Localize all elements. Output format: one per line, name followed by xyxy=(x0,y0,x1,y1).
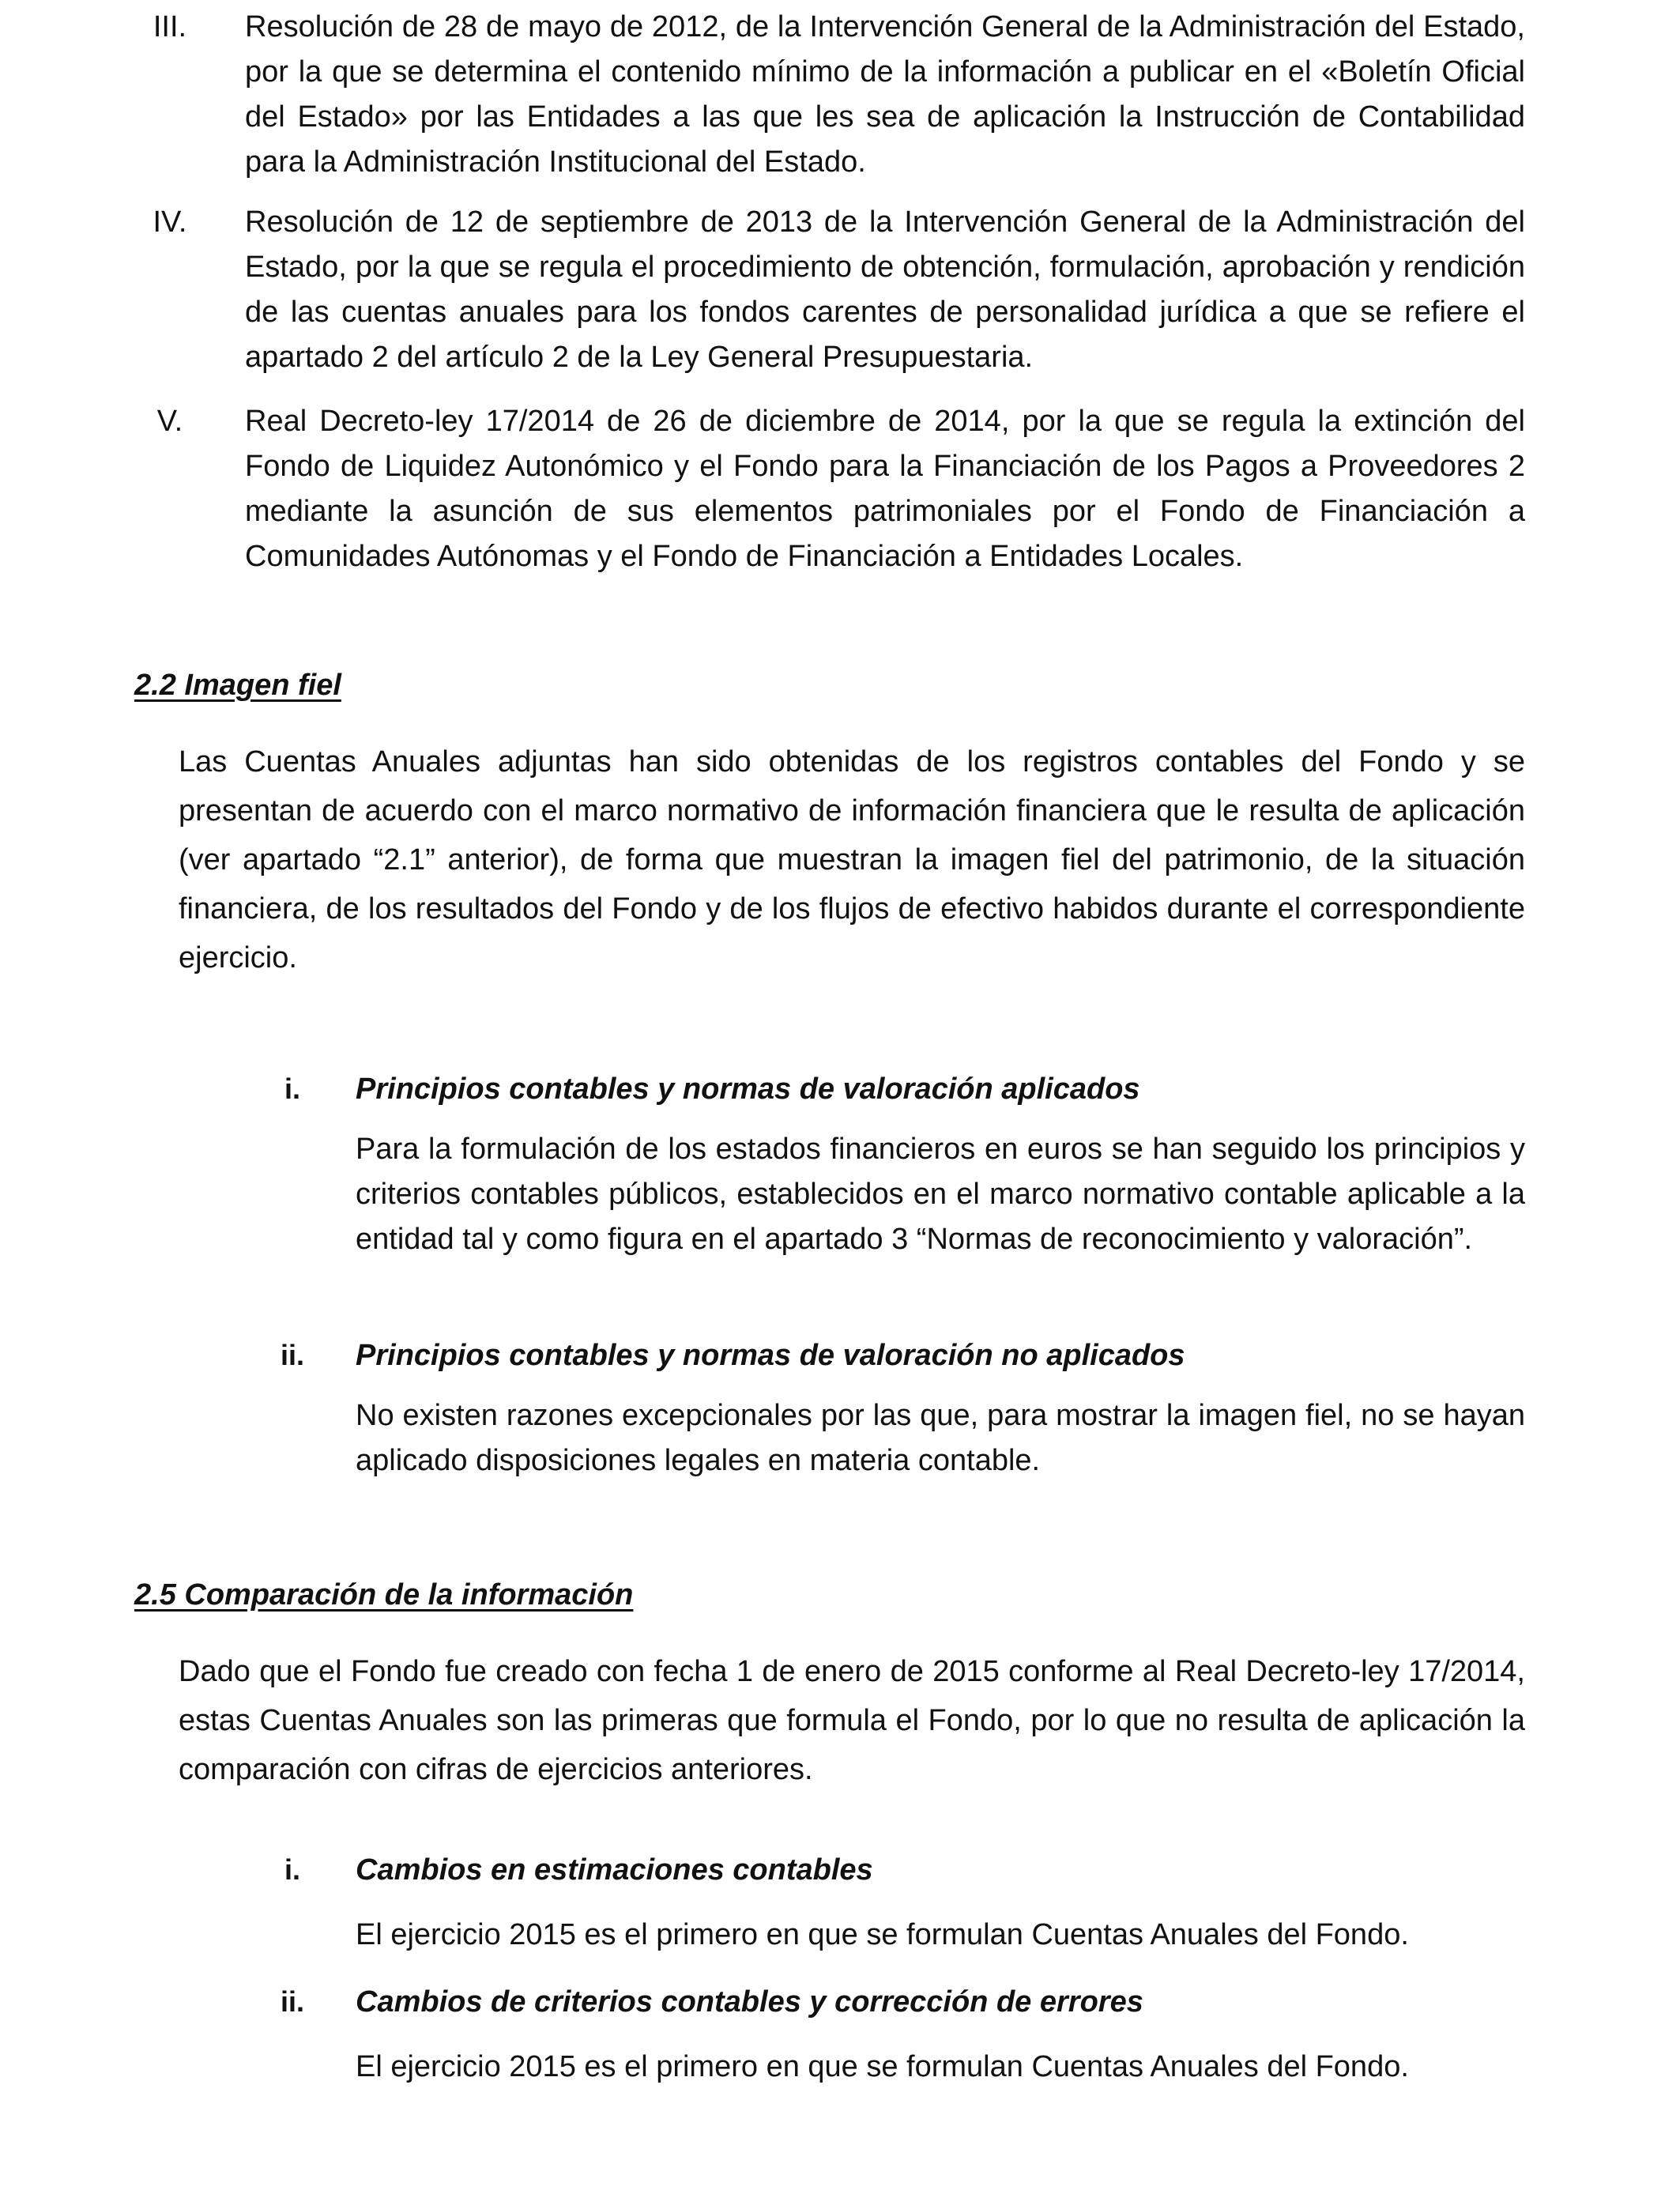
list-item-text: Real Decreto-ley 17/2014 de 26 de diciembre de 2014, por la que se regula la extinción del Fondo de Liquidez Autonómico y el Fondo para la Financiación de los Pagos a Proveedores 2 mediante la asunción de sus elementos patrimoniales por el Fondo de Financiación a Comunidades Autónomas y el Fondo de Financiación a Entidades Locales. xyxy=(245,405,1525,573)
sub-item-title: Cambios en estimaciones contables xyxy=(356,1853,873,1887)
list-item-text: Resolución de 12 de septiembre de 2013 de la Intervención General de la Administración del Estado, por la que se regula el procedimiento de obtención, formulación, aprobación y rendición de las cuentas anuales para los fondos carentes de personalidad jurídica a que se refiere el apartado 2 del artículo 2 de la Ley General Presupuestaria. xyxy=(245,205,1525,374)
sub-item-text: No existen razones excepcionales por las que, para mostrar la imagen fiel, no se hayan aplicado disposiciones legales en materia contable. xyxy=(356,1399,1525,1477)
sub-item-title: Principios contables y normas de valoración no aplicados xyxy=(356,1339,1185,1372)
section-heading-comparacion: 2.5 Comparación de la información xyxy=(134,1578,634,1612)
sub-item-numeral: ii. xyxy=(280,1339,304,1371)
sub-item-text: Para la formulación de los estados financieros en euros se han seguido los principios y criterios contables públicos, establecidos en el marco normativo contable aplicable a la entidad tal y como figura en el apartado 3 “Normas de reconocimiento y valoración”. xyxy=(356,1133,1525,1256)
list-numeral: V. xyxy=(156,405,183,438)
list-numeral: III. xyxy=(153,10,187,43)
sub-item-title: Principios contables y normas de valoración aplicados xyxy=(356,1072,1140,1106)
sub-item-text: El ejercicio 2015 es el primero en que se formulan Cuentas Anuales del Fondo. xyxy=(356,2050,1409,2083)
list-item-text: Resolución de 28 de mayo de 2012, de la Intervención General de la Administración del Estado, por la que se determina el contenido mínimo de la información a publicar en el «Boletín Oficial del Estado» por las Entidades a las que les sea de aplicación la Instrucción de Contabilidad para la Administración Institucional del Estado. xyxy=(245,10,1525,179)
imagen-fiel-paragraph: Las Cuentas Anuales adjuntas han sido obtenidas de los registros contables del Fondo y se presentan de acuerdo con el marco normativo de información financiera que le resulta de aplicación (ver apartado “2.1” anterior), de forma que muestran la imagen fiel del patrimonio, de la situación financiera, de los resultados del Fondo y de los flujos de efectivo habidos durante el correspondiente ejercicio. xyxy=(179,745,1525,974)
sub-item-numeral: ii. xyxy=(280,1985,304,2018)
sub-item-text: El ejercicio 2015 es el primero en que se formulan Cuentas Anuales del Fondo. xyxy=(356,1918,1409,1951)
sub-item-title: Cambios de criterios contables y corrección de errores xyxy=(356,1985,1143,2019)
sub-item-numeral: i. xyxy=(284,1853,300,1886)
sub-item-numeral: i. xyxy=(284,1072,300,1105)
comparacion-paragraph: Dado que el Fondo fue creado con fecha 1 de enero de 2015 conforme al Real Decreto-ley 17/2014, estas Cuentas Anuales son las primeras que formula el Fondo, por lo que no resulta de aplicación la comparación con cifras de ejercicios anteriores. xyxy=(179,1655,1525,1786)
list-numeral: IV. xyxy=(153,205,187,239)
section-heading-imagen-fiel: 2.2 Imagen fiel xyxy=(134,669,341,702)
